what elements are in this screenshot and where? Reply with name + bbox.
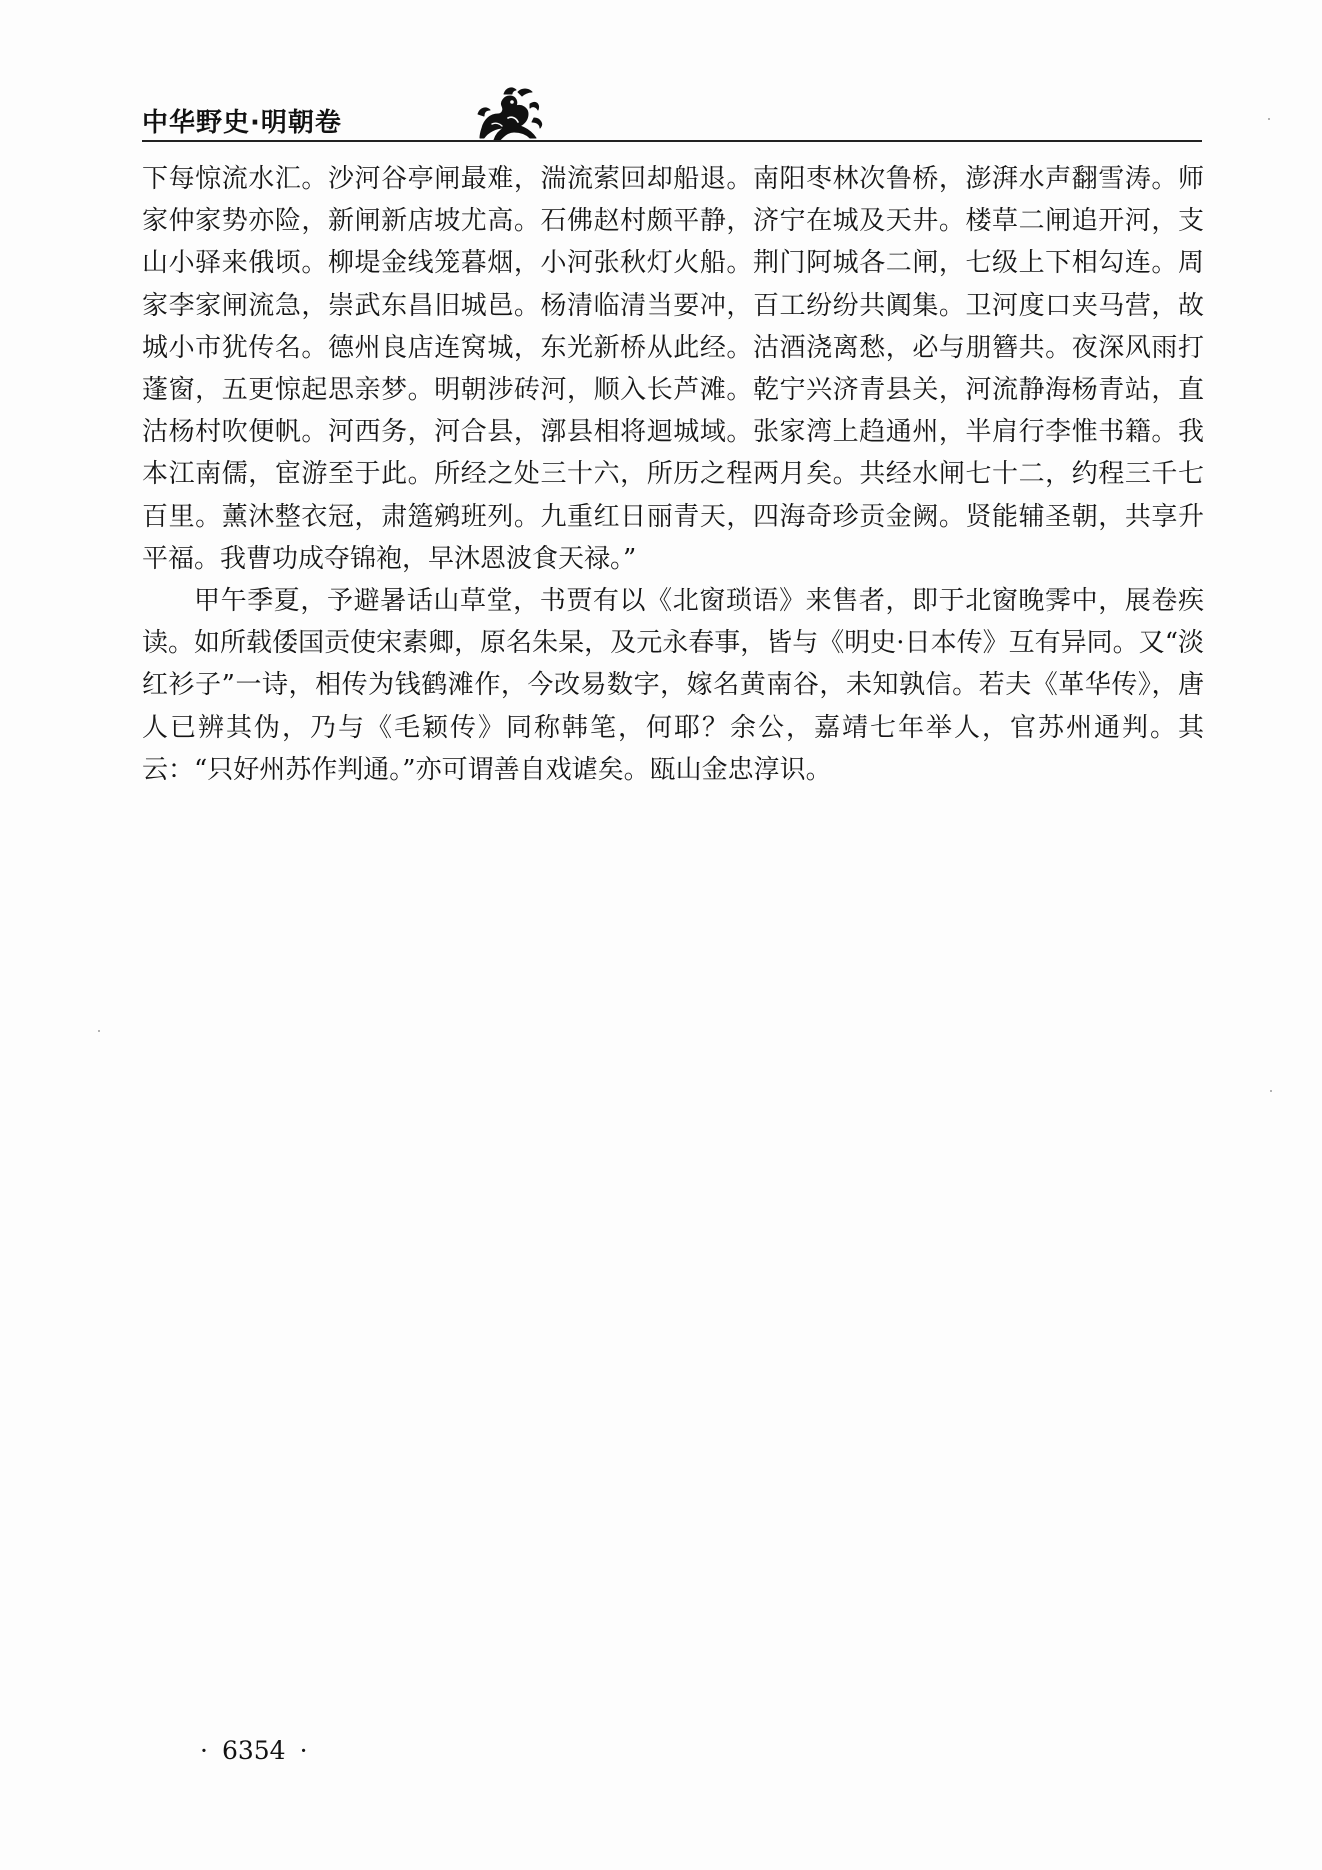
- header-title: 中华野史·明朝卷: [142, 108, 342, 138]
- body-text: [142, 158, 1204, 791]
- folio-separator-right: ·: [299, 1736, 308, 1765]
- scan-speck: [1268, 118, 1270, 120]
- scan-speck: [98, 1030, 100, 1032]
- running-header: [142, 92, 1202, 142]
- colophon-paragraph: 甲午季夏，予避暑话山草堂，书贾有以《北窗琐语》来售者，即于北窗晚霁中，展卷疾读。如所载倭国贡使宋素卿，原名朱杲，及元永春事，皆与《明史·日本传》互有异同。又“淡红衫子”一诗，相传为钱鹤滩作，今改易数字，嫁名黄南谷，未知孰信。若夫《革华传》，唐人已辨其伪，乃与《毛颖传》同称韩笔，何耶？余公，嘉靖七年举人，官苏州通判。其云：“只好州苏作判通。”亦可谓善自戏谑矣。瓯山金忠淳识。: [142, 586, 1204, 785]
- header-rule: [142, 140, 1202, 142]
- dragon-emblem-icon: [474, 84, 546, 142]
- scan-speck: [1270, 1090, 1272, 1092]
- folio-separator-left: ·: [200, 1736, 208, 1765]
- page-number-footer: [186, 1736, 322, 1765]
- page-number: 6354: [221, 1736, 286, 1765]
- poem-paragraph: 下每惊流水汇。沙河谷亭闸最难，湍流萦回却船退。南阳枣林次鲁桥，澎湃水声翻雪涛。师家仲家势亦险，新闸新店坡尤高。石佛赵村颇平静，济宁在城及天井。楼草二闸追开河，支山小驿来俄顷。柳堤金线笼暮烟，小河张秋灯火船。荆门阿城各二闸，七级上下相勾连。周家李家闸流急，崇武东昌旧城邑。杨清临清当要冲，百工纷纷共阗集。卫河度口夹马营，故城小市犹传名。德州良店连窝城，东光新桥从此经。沽酒浇离愁，必与朋簪共。夜深风雨打蓬窗，五更惊起思亲梦。明朝涉砖河，顺入长芦滩。乾宁兴济青县关，河流静海杨青站，直沽杨村吹便帆。河西务，河合县，漷县相将迴城域。张家湾上趋通州，半肩行李惟书籍。我本江南儒，宦游至于此。所经之处三十六，所历之程两月矣。共经水闸七十二，约程三千七百里。薰沐整衣冠，肃簉鹓班列。九重红日丽青天，四海奇珍贡金阙。贤能辅圣朝，共享升平福。我曹功成夺锦袍，早沐恩波食天禄。”: [142, 164, 1204, 574]
